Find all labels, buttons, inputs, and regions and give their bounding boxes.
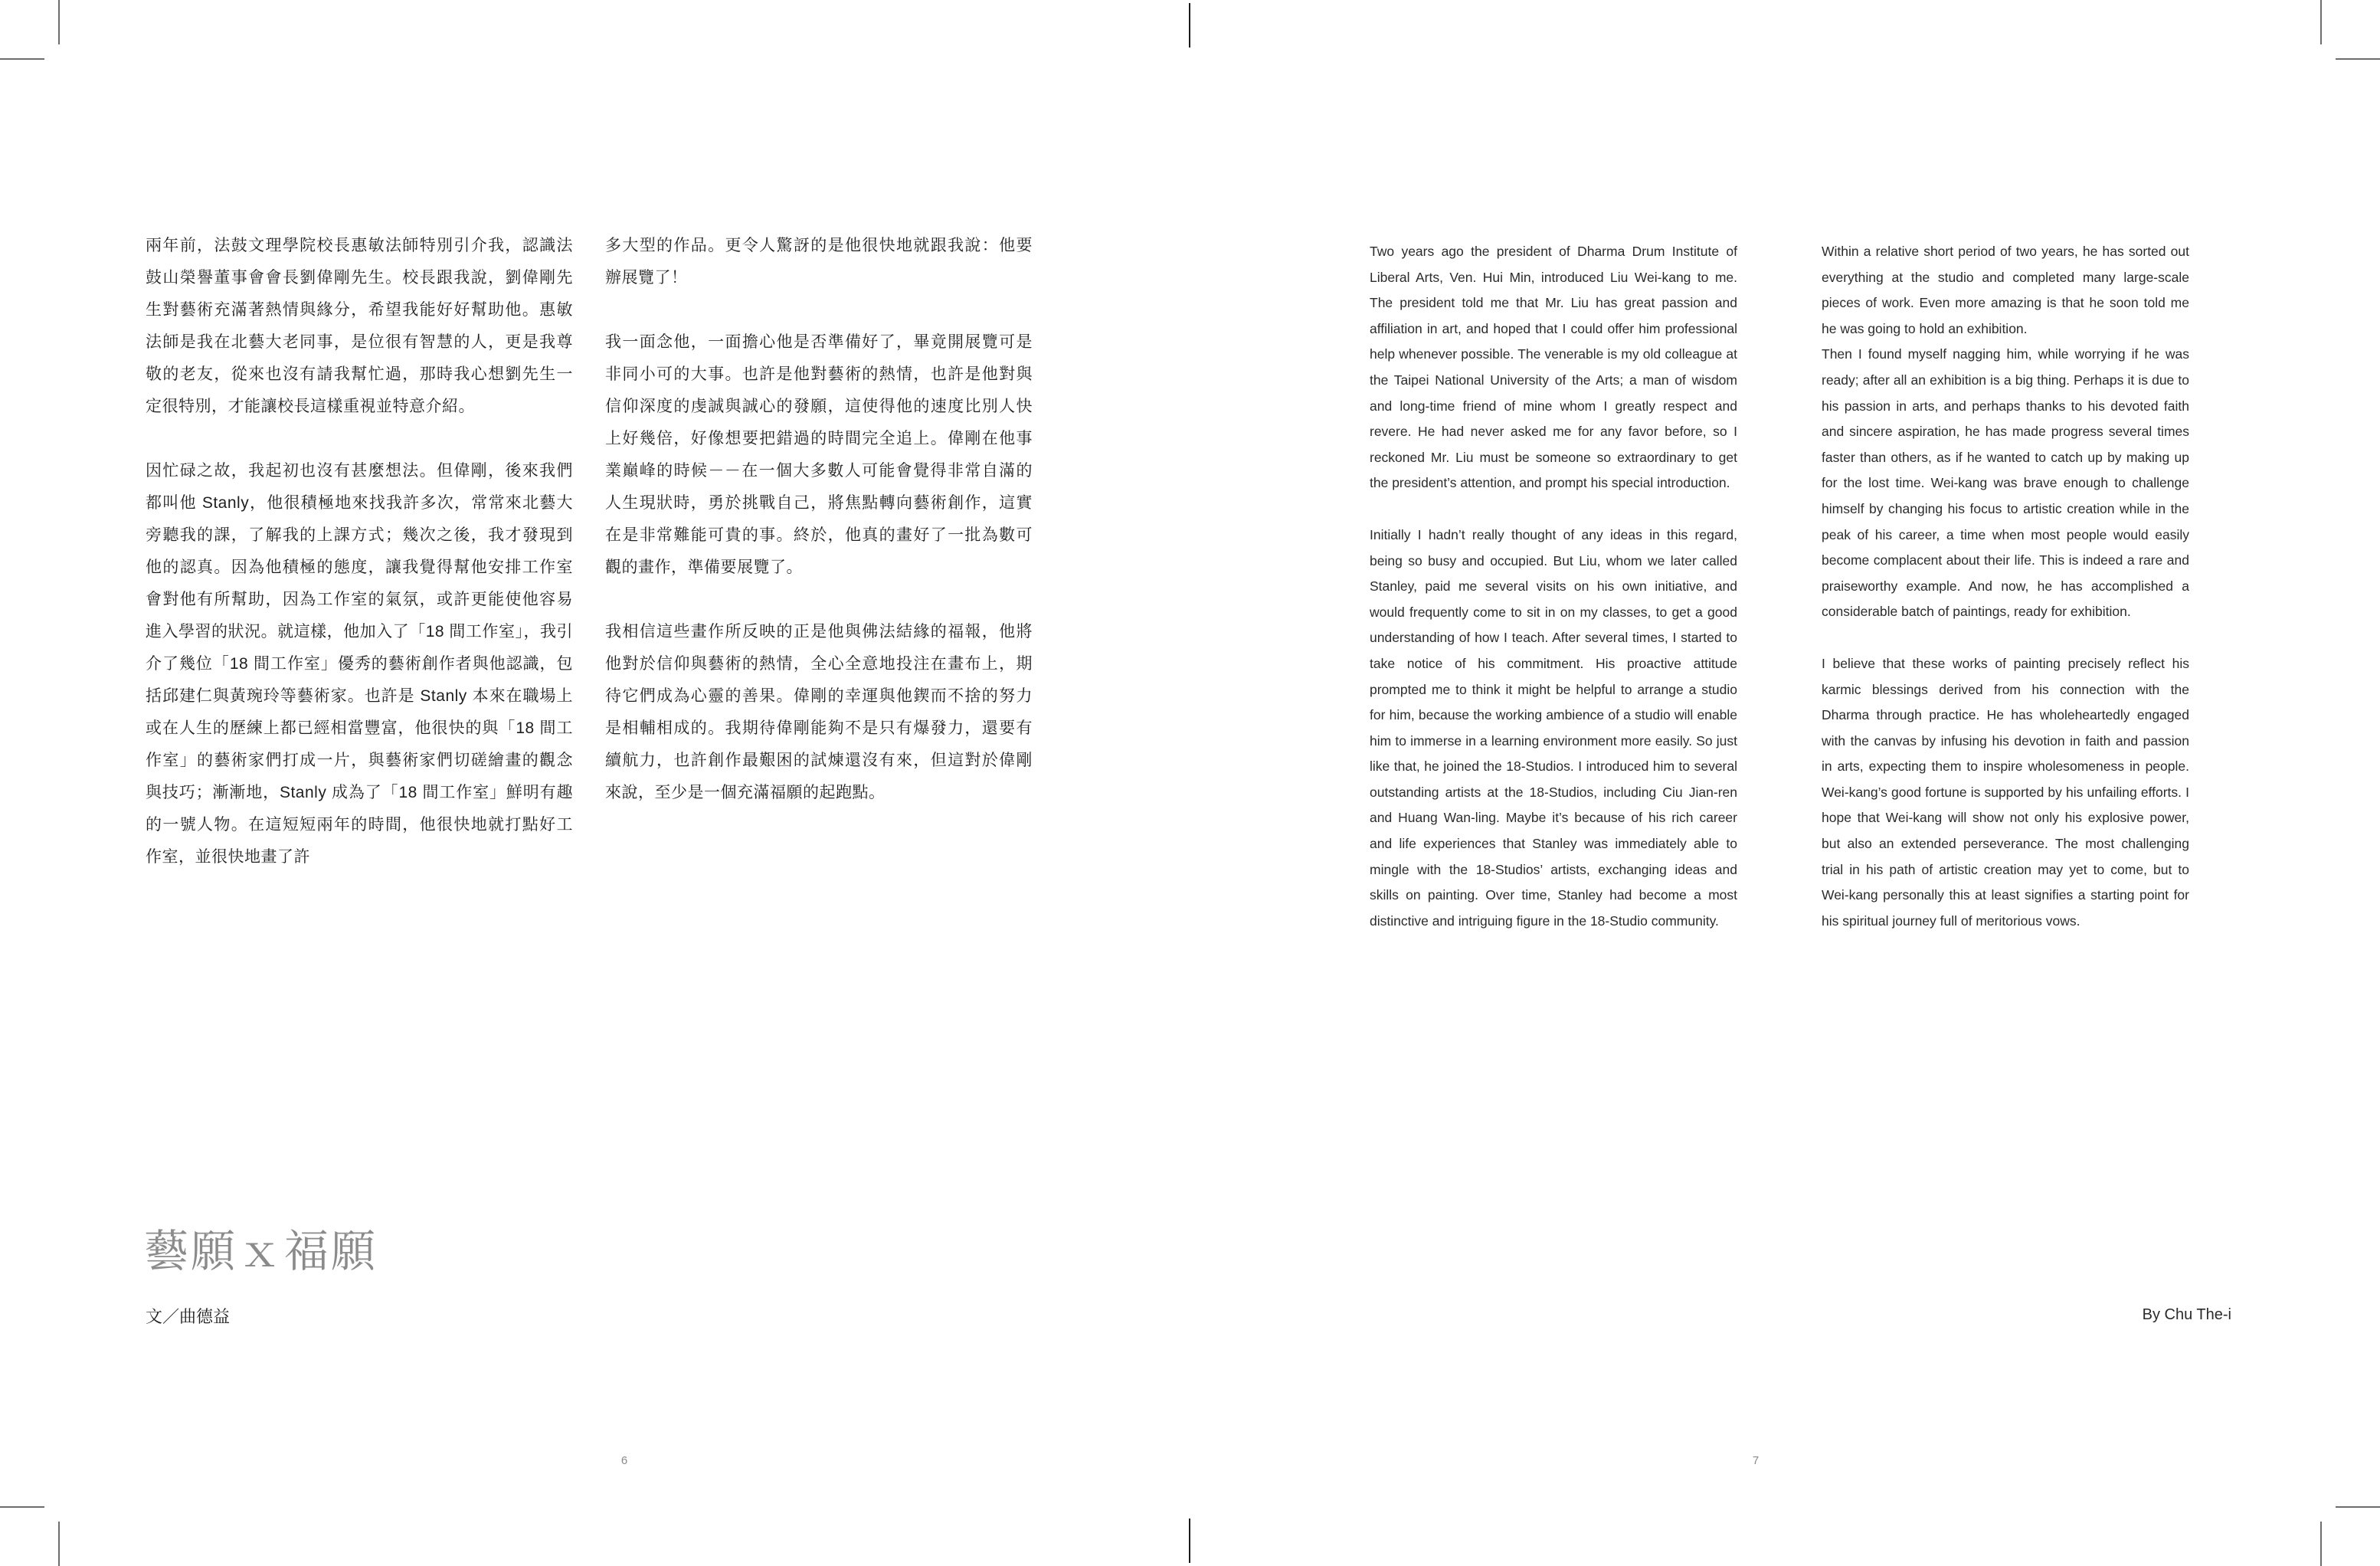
- author-byline-english: By Chu The-i: [2142, 1306, 2231, 1323]
- paragraph: 多大型的作品。更令人驚訝的是他很快地就跟我說：他要辦展覽了！: [605, 237, 1033, 287]
- crop-mark-bottom-right-horizontal: [2336, 1506, 2380, 1508]
- crop-mark-top-left-vertical: [58, 0, 60, 44]
- paragraph: Two years ago the president of Dharma Drum Institute of Liberal Arts, Ven. Hui Min, introduced Liu Wei-kang to me. The president told me that Mr. Liu has great passion and affiliation in art, and hoped that I could offer him professional help whenever possible. The venerable is my old colleague at the Taipei National University of the Arts; a man of wisdom and long-time friend of mine whom I greatly respect and revere. He had never asked me for any favor before, so I reckoned Mr. Liu must be someone so extraordinary to get the president’s attention, and prompt his special introduction.: [1370, 244, 1737, 491]
- english-column-2: [1822, 239, 2189, 934]
- paragraph: 因忙碌之故，我起初也沒有甚麼想法。但偉剛，後來我們都叫他 Stanly，他很積極地來找我許多次，常常來北藝大旁聽我的課，了解我的上課方式；幾次之後，我才發現到他的認真。因為他積極的態度，讓我覺得幫他安排工作室會對他有所幫助，因為工作室的氣氛，或許更能使他容易進入學習的狀況。就這樣，他加入了「18 間工作室」，我引介了幾位「18 間工作室」優秀的藝術創作者與他認識，包括邱建仁與黃琬玲等藝術家。也許是 Stanly 本來在職場上或在人生的歷練上都已經相當豐富，他很快的與「18 間工作室」的藝術家們打成一片，與藝術家們切磋繪畫的觀念與技巧；漸漸地，Stanly 成為了「18 間工作室」鮮明有趣的一號人物。在這短短兩年的時間，他很快地就打點好工作室，並很快地畫了許: [146, 462, 573, 866]
- crop-mark-top-right-horizontal: [2336, 58, 2380, 60]
- fold-mark-bottom-center: [1189, 1518, 1190, 1563]
- paragraph: 兩年前，法鼓文理學院校長惠敏法師特別引介我，認識法鼓山榮譽董事會會長劉偉剛先生。校長跟我說，劉偉剛先生對藝術充滿著熱情與緣分，希望我能好好幫助他。惠敏法師是我在北藝大老同事，是位很有智慧的人，更是我尊敬的老友，從來也沒有請我幫忙過，那時我心想劉先生一定很特別，才能讓校長這樣重視並特意介紹。: [146, 237, 573, 415]
- english-column-1: [1370, 239, 1737, 934]
- crop-mark-top-right-vertical: [2320, 0, 2322, 44]
- crop-mark-bottom-left-vertical: [58, 1522, 60, 1566]
- chinese-column-1: [146, 230, 573, 873]
- crop-mark-bottom-right-vertical: [2320, 1522, 2322, 1566]
- paragraph: 我相信這些畫作所反映的正是他與佛法結緣的福報，他將他對於信仰與藝術的熱情，全心全意地投注在畫布上，期待它們成為心靈的善果。偉剛的幸運與他鍥而不捨的努力是相輔相成的。我期待偉剛能夠不是只有爆發力，還要有續航力，也許創作最艱困的試煉還沒有來，但這對於偉剛來說，至少是一個充滿福願的起跑點。: [605, 623, 1033, 801]
- paragraph: Initially I hadn’t really thought of any ideas in this regard, being so busy and occupied. But Liu, whom we later called Stanley, paid me several visits on his own initiative, and would frequently come to sit in on my classes, to get a good understanding of how I teach. After several times, I started to take notice of his commitment. His proactive attitude prompted me to think it might be helpful to arrange a studio for him, because the working ambience of a studio will enable him to immerse in a learning environment more easily. So just like that, he joined the 18-Studios. I introduced him to several outstanding artists at the 18-Studios, including Ciu Jian-ren and Huang Wan-ling. Maybe it’s because of his rich career and life experiences that Stanley was immediately able to mingle with the 18-Studios’ artists, exchanging ideas and skills on painting. Over time, Stanley had become a most distinctive and intriguing figure in the 18-Studio community.: [1370, 526, 1737, 929]
- author-byline-chinese: 文／曲德益: [146, 1307, 231, 1326]
- page-number-right: 7: [1752, 1454, 1760, 1467]
- crop-mark-top-left-horizontal: [0, 58, 44, 60]
- fold-mark-top-center: [1189, 3, 1190, 48]
- paragraph: Then I found myself nagging him, while worrying if he was ready; after all an exhibition is a big thing. Perhaps it is due to his passion in arts, and perhaps thanks to his devoted faith and sincere aspiration, he has made progress several times faster than others, as if he wanted to catch up by making up for the lost time. Wei-kang was brave enough to challenge himself by changing his focus to artistic creation while in the peak of his career, a time when most people would easily become complacent about their life. This is indeed a rare and praiseworthy example. And now, he has accomplished a considerable batch of paintings, ready for exhibition.: [1822, 346, 2189, 620]
- page-number-left: 6: [620, 1454, 628, 1467]
- article-title: 藝願ｘ福願: [144, 1225, 378, 1277]
- chinese-column-2: [605, 230, 1033, 809]
- paragraph: Within a relative short period of two years, he has sorted out everything at the studio and completed many large-scale pieces of work. Even more amazing is that he soon told me he was going to hold an exhibition.: [1822, 244, 2189, 336]
- crop-mark-bottom-left-horizontal: [0, 1506, 44, 1508]
- paragraph: I believe that these works of painting precisely reflect his karmic blessings derived from his connection with the Dharma through practice. He has wholeheartedly engaged with the canvas by infusing his devotion in faith and passion in arts, expecting them to inspire wholesomeness in people. Wei-kang’s good fortune is supported by his unfailing efforts. I hope that Wei-kang will show not only his explosive power, but also an extended perseverance. The most challenging trial in his path of artistic creation may yet to come, but to Wei-kang personally this at least signifies a starting point for his spiritual journey full of meritorious vows.: [1822, 655, 2189, 929]
- paragraph: 我一面念他，一面擔心他是否準備好了，畢竟開展覽可是非同小可的大事。也許是他對藝術的熱情，也許是他對與信仰深度的虔誠與誠心的發願，這使得他的速度比別人快上好幾倍，好像想要把錯過的時間完全追上。偉剛在他事業巔峰的時候－－在一個大多數人可能會覺得非常自滿的人生現狀時，勇於挑戰自己，將焦點轉向藝術創作，這實在是非常難能可貴的事。終於，他真的畫好了一批為數可觀的畫作，準備要展覽了。: [605, 333, 1033, 576]
